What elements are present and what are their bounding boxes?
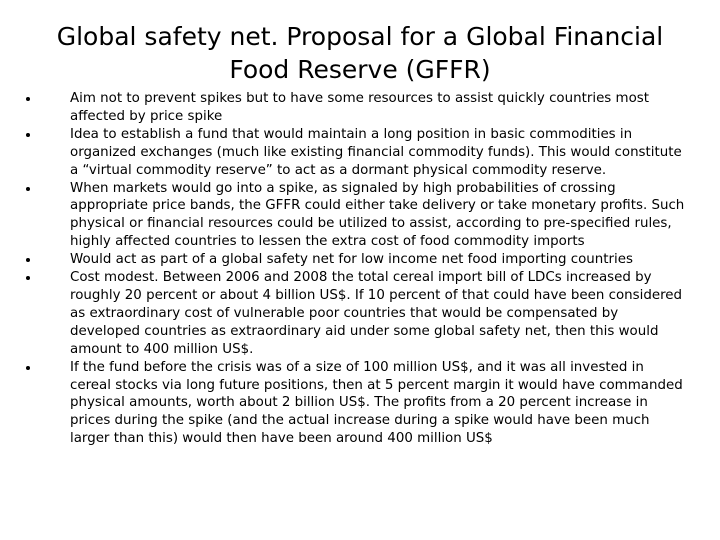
bullet-item: [26, 359, 686, 449]
bullet-text: If the fund before the crisis was of a size of 100 million US$, and it was all invested in cereal stocks via long future positions, then at 5 percent margin it would have commanded physical amounts, worth about 2 billion US$. The profits from a 20 percent increase in prices during the spike (and the actual increase during a spike would have been much larger than this) would then have been around 400 million US$: [70, 359, 683, 447]
bullet-item: [26, 126, 686, 180]
bullet-item: [26, 251, 686, 269]
bullet-text: Idea to establish a fund that would maintain a long position in basic commodities in organized exchanges (much like existing financial commodity funds). This would constitute a “virtual commodity reserve” to act as a dormant physical commodity reserve.: [70, 126, 682, 178]
bullet-item: [26, 180, 686, 252]
bullet-text: Cost modest. Between 2006 and 2008 the total cereal import bill of LDCs increased by roughly 20 percent or about 4 billion US$. If 10 percent of that could have been considered as extraordinary cost of vulnerable poor countries that would be compensated by developed countries as extraordinary aid under some global safety net, then this would amount to 400 million US$.: [70, 270, 683, 357]
bullet-dot-icon: [26, 276, 30, 280]
bullet-item: [26, 90, 686, 126]
slide-title: Global safety net. Proposal for a Global Financial Food Reserve (GFFR): [56, 22, 664, 84]
bullet-text: Aim not to prevent spikes but to have some resources to assist quickly countries most affected by price spike: [70, 91, 650, 124]
bullet-item: [26, 269, 686, 359]
bullet-dot-icon: [26, 133, 30, 137]
bullet-dot-icon: [26, 258, 30, 262]
bullet-list: [26, 90, 686, 448]
bullet-dot-icon: [26, 97, 30, 101]
bullet-dot-icon: [26, 187, 30, 191]
bullet-text: When markets would go into a spike, as signaled by high probabilities of crossing appropriate price bands, the GFFR could either take delivery or take monetary profits. Such physical or financial resources could be utilized to assist, according to pre-specified rules, highly affected countries to lessen the extra cost of food commodity imports: [70, 180, 685, 250]
bullet-dot-icon: [26, 366, 30, 370]
bullet-text: Would act as part of a global safety net for low income net food importing countries: [70, 252, 633, 268]
